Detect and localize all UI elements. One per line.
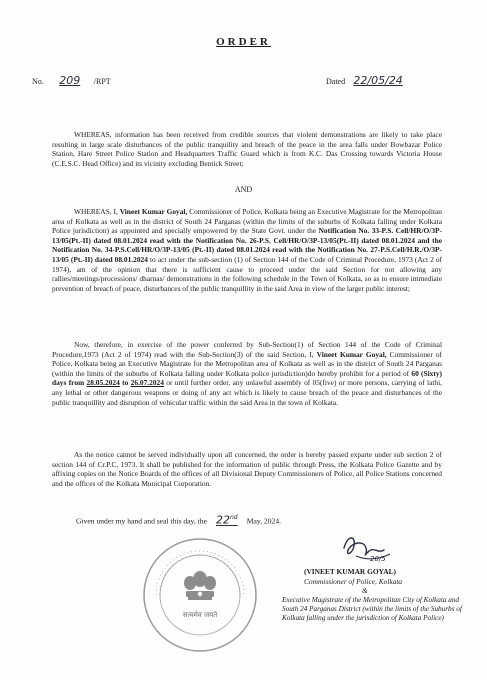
para3-text-2: Commissioner of Police, Kolkata being an Executive Magistrate for the Metropolitan area of Kolkata as well as in the district of South 24 Parganas (within the limits of the suburbs of Kolkata falling under Kolkata police jurisdiction)do hereby prohibit for a period of bbox=[52, 349, 442, 378]
given-line bbox=[76, 513, 281, 526]
order-number bbox=[32, 76, 111, 87]
given-day-suffix: nd bbox=[229, 514, 238, 521]
paragraph-notice: As the notice cannot be served individually upon all concerned, the order is hereby passed exparte under sub section 2 of section 144 of Cr.P.C, 1973. It shall be published for the information of public through Press, the Kolkata Police Gazette and by affixing copies on the Notice Boards of the offices of all Divisional Deputy Commissioners of Police, all Police Stations concerned and the offices of the Kolkata Municipal Corporation. bbox=[52, 450, 442, 488]
signatory-description: Executive Magistrate of the Metropolitan City of Kolkata and South 24 Parganas District (within the limits of the Suburbs of Kolkata falling under the jurisdiction of Kolkata Police) bbox=[282, 595, 462, 623]
signature-ampersand: & bbox=[362, 586, 368, 596]
paragraph-now-therefore bbox=[52, 340, 442, 407]
seal-motto: सत्यमेव जयते bbox=[182, 611, 218, 619]
para3-to-date: 26.07.2024 bbox=[130, 378, 164, 388]
paragraph-whereas-2 bbox=[52, 207, 442, 293]
para2-name: Vineet Kumar Goyal, bbox=[119, 207, 188, 216]
para3-name: Vineet Kumar Goyal, bbox=[316, 349, 387, 359]
official-seal bbox=[140, 535, 260, 655]
signatory-title: Commissioner of Police, Kolkata bbox=[304, 576, 403, 586]
date-value: 22/05/24 bbox=[353, 74, 403, 87]
and-heading: AND bbox=[234, 185, 253, 194]
para3-to-word: to bbox=[119, 378, 131, 388]
para3-text-3: or until further order, any unlawful assembly of 05(five) or more persons, carrying of lathi, any lethal or other dangerous weapons or doing of any act which is likely to cause breach of the peace and disturbances of the public tranquillity and disruption of vehicular traffic within the said Area in the town of Kolkata. bbox=[52, 378, 443, 407]
para3-from-date: 28.05.2024 bbox=[86, 378, 120, 388]
para3-text-1: Now, therefore, in exercise of the power conferred by Sub-Section(1) of Section 144 of the Code of Criminal Procedure,1973 (Act 2 of 1974) read with the Sub-Section(3) of the said Section, I, bbox=[52, 340, 442, 359]
signature-date: 20/5 bbox=[370, 555, 386, 563]
handwritten-signature bbox=[338, 530, 398, 570]
signature-block bbox=[282, 567, 462, 623]
date-label: Dated bbox=[326, 77, 346, 86]
given-day bbox=[209, 513, 245, 525]
given-day-number: 22 bbox=[215, 513, 230, 527]
para2-text-2: Commissioner of Police, Kolkata being an Executive Magistrate for the Metropolitan area of Kolkata as well as in the district of South 24 Parganas (within the limits of the suburbs of Kolkata falling under Kolkata Police jurisdiction) as appointed and specially empowered by the State Govt. under the bbox=[52, 207, 442, 236]
paragraph-whereas-1: WHEREAS, information has been received from credible sources that violent demonstrations are likely to take place resulting in large scale disturbances of the public tranquility and breach of the peace in the area falls under Bowbazar Police Station, Hare Street Police Station and Headquarters Traffic Guard which is from K.C. Das Crossing towards Victoria House (C.E.S.C. Head Office) and its vicinity excluding Bentick Street; bbox=[52, 130, 442, 168]
para2-text-3: to act under the sub-section (1) of Section 144 of the Code of Criminal Procedure, 1973 (Act 2 of 1974), am of the opinion that there is sufficient cause to proceed under the said Section for not allowing any rallies/meetings/processions/ dharnas/ demonstrations in the following schedule in the Town of Kolkata, so as to ensure immediate prevention of breach of peace, disturbances of the public tranquillity in the said Area in view of the larger public interest; bbox=[52, 254, 442, 293]
number-value: 209 bbox=[59, 74, 81, 87]
given-text: Given under my hand and seal this day, the bbox=[76, 516, 207, 526]
given-month-year: May, 2024. bbox=[246, 516, 282, 526]
signatory-name: (VINEET KUMAR GOYAL) bbox=[304, 567, 396, 576]
para2-text-1: WHEREAS, I, bbox=[74, 207, 120, 216]
order-title: ORDER bbox=[216, 36, 271, 48]
para3-period: 60 (Sixty) days from bbox=[52, 368, 442, 388]
number-label: No. bbox=[32, 77, 44, 86]
number-suffix: /RPT bbox=[93, 77, 111, 86]
para2-notification: Notification No. 33-P.S. Cell/HR/O/3P-13/05(Pt.-II) dated 08.01.2024 read with the Notification No. 26-P.S. Cell/HR/O/3P-13/05(Pt.-II) dated 08.01.2024 and the Notification No. 34-P.S.Cell/HR/O/3P-13/05 (Pt.-II) dated 08.01.2024 read with the Notification No. 27-P.S.Cell/H.R./O/3P-13/05 (Pt.-II) dated 08.01.2024 bbox=[52, 226, 443, 264]
order-date bbox=[326, 76, 409, 87]
